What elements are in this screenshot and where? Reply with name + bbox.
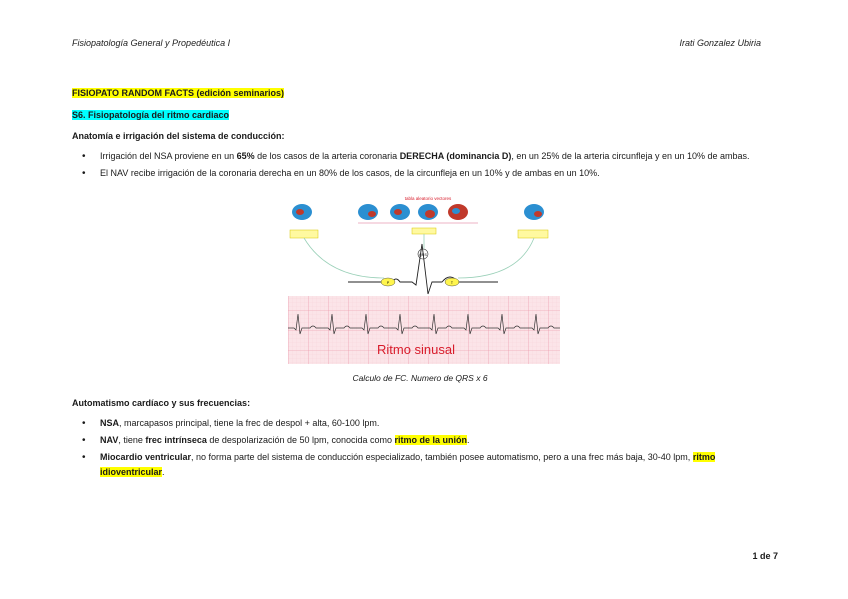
- figure-caption: Calculo de FC. Numero de QRS x 6: [352, 373, 488, 383]
- heart-icon: [390, 204, 410, 220]
- section-title: [72, 108, 768, 123]
- list-item: • NAV, tiene frec intrínseca de despolarización de 50 lpm, conocida como ritmo de la unión.: [72, 433, 768, 448]
- heart-icon: [418, 204, 438, 220]
- list-item: • El NAV recibe irrigación de la coronaria derecha en un 80% de los casos, de la circunfleja en un 10% y de ambas en un 10%.: [72, 166, 768, 181]
- t-label: T: [450, 281, 454, 285]
- qrs-label: QRS: [419, 253, 427, 257]
- page-content: [72, 86, 768, 482]
- list-item: • Irrigación del NSA proviene en un 65% de los casos de la arteria coronaria DERECHA (dominancia D), en un 25% de la arteria circunfleja y en un 10% de ambas.: [72, 149, 768, 164]
- subsection-automatism: Automatismo cardíaco y sus frecuencias:: [72, 398, 251, 408]
- heart-icon: [292, 204, 312, 220]
- header-course-title: Fisiopatología General y Propedéutica I: [72, 38, 231, 48]
- label-box: [290, 230, 318, 238]
- list-item: • NSA, marcapasos principal, tiene la frec de despol + alta, 60-100 lpm.: [72, 416, 768, 431]
- ecg-diagram-image: [288, 190, 560, 364]
- page-number: 1 de 7: [752, 551, 778, 561]
- ecg-figure: [288, 190, 560, 364]
- label-box: [518, 230, 548, 238]
- automatism-list: [72, 416, 768, 480]
- document-title: [72, 86, 768, 101]
- rhythm-label: Ritmo sinusal: [376, 342, 456, 357]
- anatomy-list: [72, 149, 768, 181]
- heart-icon: [524, 204, 544, 220]
- header-author: Irati Gonzalez Ubiria: [679, 38, 761, 48]
- subsection-anatomy: Anatomía e irrigación del sistema de conducción:: [72, 131, 285, 141]
- list-item: • Miocardio ventricular, no forma parte del sistema de conducción especializado, también posee automatismo, pero a una frec más baja, 30-40 lpm, ritmo idioventricular.: [72, 450, 768, 480]
- section-highlight: S6. Fisiopatología del ritmo cardiaco: [72, 110, 230, 120]
- label-box: [412, 228, 436, 234]
- heart-icon: [448, 204, 468, 220]
- figure-top-label: tabla aleatorio vectores: [404, 196, 452, 201]
- title-highlight: FISIOPATO RANDOM FACTS (edición seminarios): [72, 88, 285, 98]
- heart-icon: [358, 204, 378, 220]
- ecg-waveform: [348, 244, 498, 294]
- p-label: P: [386, 281, 390, 285]
